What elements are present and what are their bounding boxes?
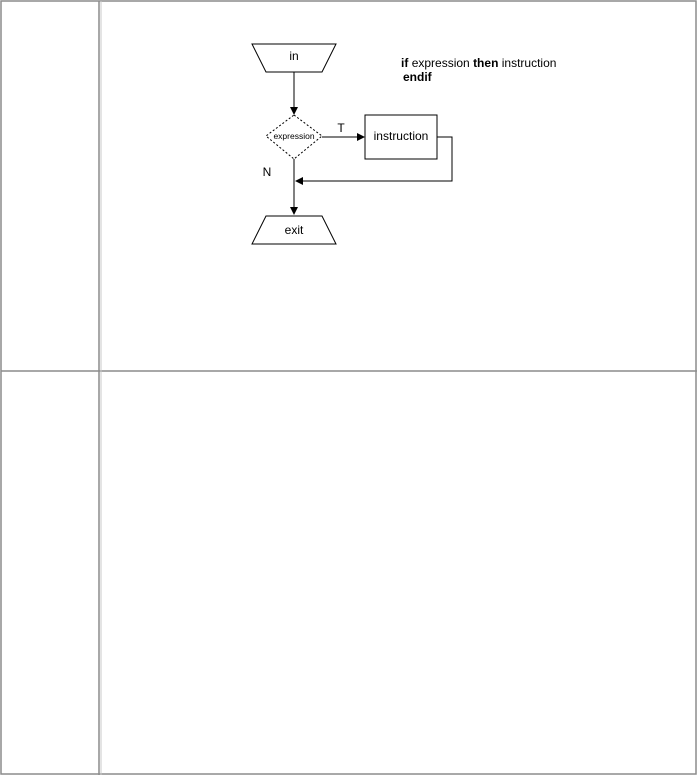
pseudocode-line-2 (401, 70, 556, 84)
true-branch-label: T (337, 121, 345, 135)
pseudocode-block (401, 56, 556, 84)
instruction-label: instruction (373, 129, 429, 143)
pseudocode-action: instruction (501, 56, 557, 70)
keyword-if: if (401, 56, 409, 70)
pseudocode-condition: expression (411, 56, 470, 70)
keyword-then: then (473, 56, 499, 70)
keyword-endif: endif (403, 70, 432, 84)
decision-label: expression (273, 131, 315, 141)
input-label: in (289, 49, 299, 63)
table-border (1, 1, 696, 774)
pseudocode-line-1 (401, 56, 556, 70)
false-branch-label: N (262, 165, 272, 179)
exit-label: exit (284, 223, 304, 237)
